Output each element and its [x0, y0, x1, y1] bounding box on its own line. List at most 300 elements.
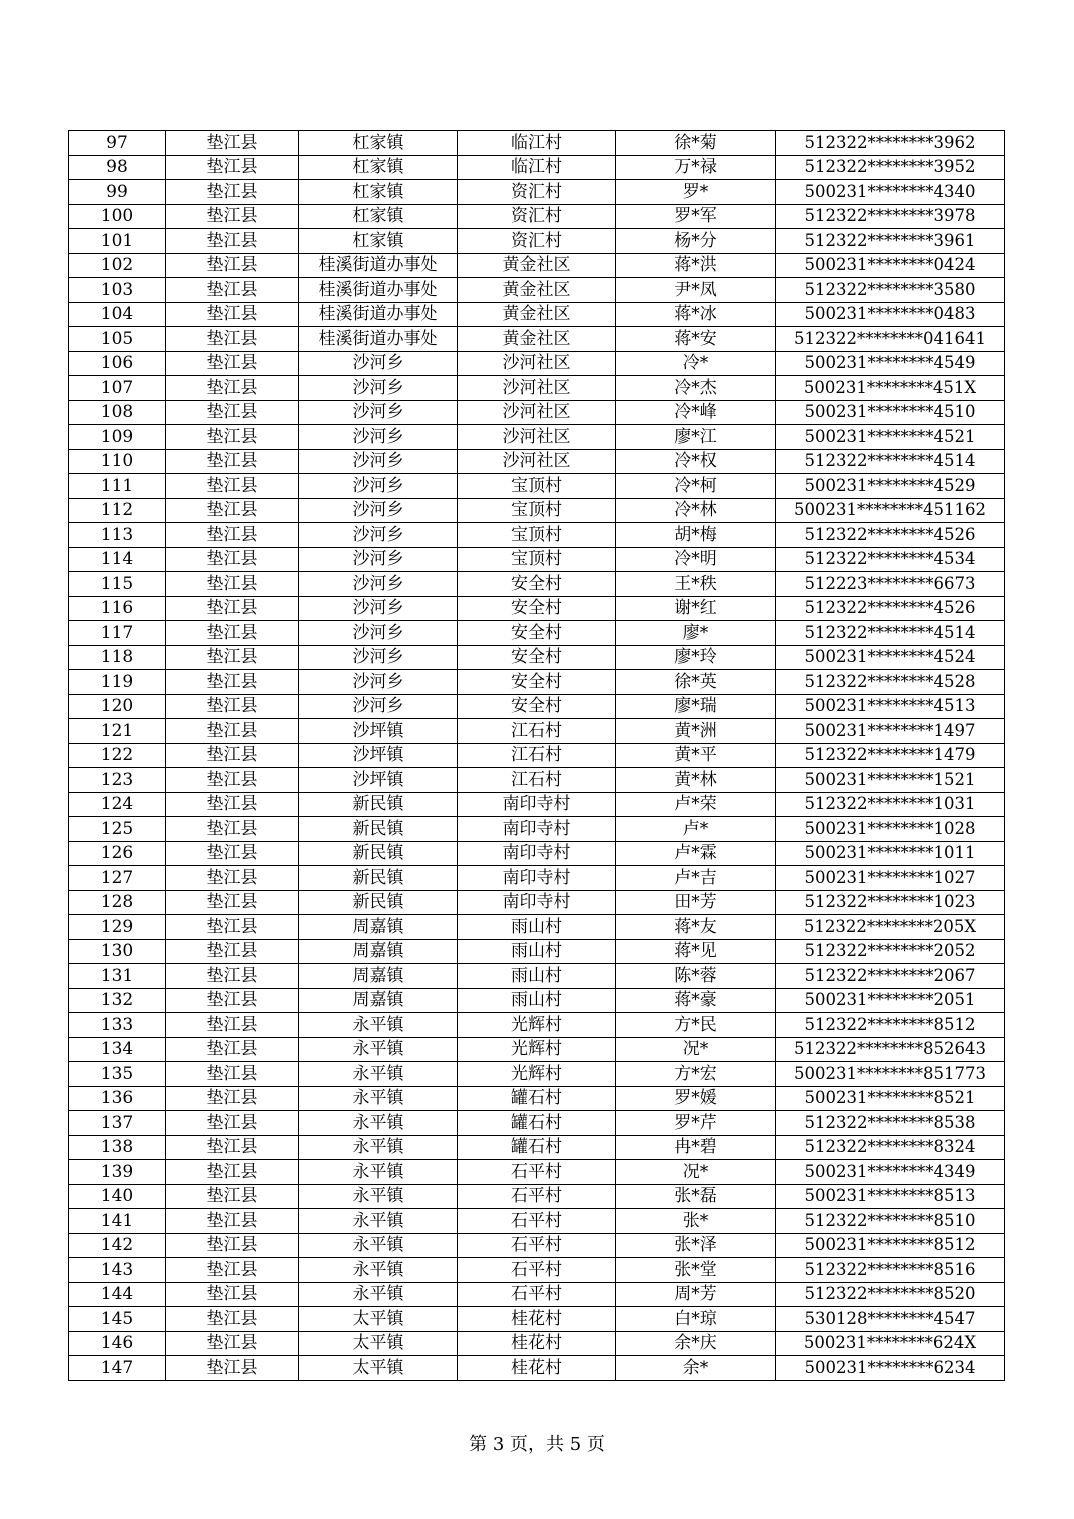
village-cell: 资汇村: [458, 229, 616, 254]
table-row: [69, 817, 1005, 842]
id-number-cell: 512322********4528: [776, 670, 1005, 695]
row-number-cell: 127: [69, 866, 166, 891]
table-row: [69, 645, 1005, 670]
table-row: [69, 915, 1005, 940]
id-number-cell: 512322********4526: [776, 523, 1005, 548]
village-cell: 南印寺村: [458, 792, 616, 817]
village-cell: 石平村: [458, 1160, 616, 1185]
village-cell: 雨山村: [458, 939, 616, 964]
id-number-cell: 512322********3580: [776, 278, 1005, 303]
row-number-cell: 98: [69, 155, 166, 180]
county-cell: 垫江县: [166, 180, 299, 205]
town-cell: 永平镇: [299, 1209, 458, 1234]
county-cell: 垫江县: [166, 229, 299, 254]
village-cell: 临江村: [458, 131, 616, 156]
row-number-cell: 131: [69, 964, 166, 989]
row-number-cell: 121: [69, 719, 166, 744]
town-cell: 桂溪街道办事处: [299, 253, 458, 278]
id-number-cell: 512322********3952: [776, 155, 1005, 180]
table-row: [69, 1160, 1005, 1185]
county-cell: 垫江县: [166, 988, 299, 1013]
village-cell: 雨山村: [458, 915, 616, 940]
county-cell: 垫江县: [166, 645, 299, 670]
name-cell: 王*秩: [616, 572, 776, 597]
name-cell: 冷*峰: [616, 400, 776, 425]
village-cell: 沙河社区: [458, 376, 616, 401]
town-cell: 沙河乡: [299, 596, 458, 621]
name-cell: 蒋*见: [616, 939, 776, 964]
table-row: [69, 1209, 1005, 1234]
village-cell: 安全村: [458, 670, 616, 695]
county-cell: 垫江县: [166, 939, 299, 964]
name-cell: 方*宏: [616, 1062, 776, 1087]
row-number-cell: 115: [69, 572, 166, 597]
id-number-cell: 500231********451162: [776, 498, 1005, 523]
name-cell: 况*: [616, 1160, 776, 1185]
village-cell: 安全村: [458, 572, 616, 597]
county-cell: 垫江县: [166, 1086, 299, 1111]
id-number-cell: 500231********451X: [776, 376, 1005, 401]
village-cell: 石平村: [458, 1184, 616, 1209]
county-cell: 垫江县: [166, 155, 299, 180]
table-row: [69, 890, 1005, 915]
name-cell: 蒋*友: [616, 915, 776, 940]
row-number-cell: 110: [69, 449, 166, 474]
county-cell: 垫江县: [166, 351, 299, 376]
village-cell: 南印寺村: [458, 890, 616, 915]
table-row: [69, 694, 1005, 719]
table-row: [69, 327, 1005, 352]
row-number-cell: 130: [69, 939, 166, 964]
id-number-cell: 500231********851773: [776, 1062, 1005, 1087]
row-number-cell: 126: [69, 841, 166, 866]
id-number-cell: 500231********1521: [776, 768, 1005, 793]
id-number-cell: 500231********1027: [776, 866, 1005, 891]
county-cell: 垫江县: [166, 719, 299, 744]
id-number-cell: 500231********1497: [776, 719, 1005, 744]
id-number-cell: 512322********8516: [776, 1258, 1005, 1283]
id-number-cell: 512322********852643: [776, 1037, 1005, 1062]
town-cell: 新民镇: [299, 841, 458, 866]
town-cell: 新民镇: [299, 817, 458, 842]
town-cell: 永平镇: [299, 1013, 458, 1038]
table-row: [69, 1331, 1005, 1356]
county-cell: 垫江县: [166, 1184, 299, 1209]
town-cell: 沙河乡: [299, 449, 458, 474]
name-cell: 冷*权: [616, 449, 776, 474]
id-number-cell: 512322********4514: [776, 449, 1005, 474]
name-cell: 罗*军: [616, 204, 776, 229]
name-cell: 卢*霖: [616, 841, 776, 866]
table-row: [69, 204, 1005, 229]
row-number-cell: 117: [69, 621, 166, 646]
id-number-cell: 500231********4521: [776, 425, 1005, 450]
name-cell: 胡*梅: [616, 523, 776, 548]
id-number-cell: 530128********4547: [776, 1307, 1005, 1332]
name-cell: 廖*瑞: [616, 694, 776, 719]
table-row: [69, 596, 1005, 621]
row-number-cell: 97: [69, 131, 166, 156]
village-cell: 黄金社区: [458, 302, 616, 327]
name-cell: 罗*媛: [616, 1086, 776, 1111]
id-number-cell: 512322********1023: [776, 890, 1005, 915]
page-footer: 第 3 页，共 5 页: [469, 1434, 605, 1455]
table-row: [69, 155, 1005, 180]
row-number-cell: 116: [69, 596, 166, 621]
name-cell: 况*: [616, 1037, 776, 1062]
village-cell: 石平村: [458, 1209, 616, 1234]
table-row: [69, 278, 1005, 303]
table-row: [69, 400, 1005, 425]
name-cell: 黄*平: [616, 743, 776, 768]
id-number-cell: 512322********8512: [776, 1013, 1005, 1038]
town-cell: 周嘉镇: [299, 939, 458, 964]
village-cell: 资汇村: [458, 204, 616, 229]
row-number-cell: 134: [69, 1037, 166, 1062]
table-row: [69, 131, 1005, 156]
row-number-cell: 120: [69, 694, 166, 719]
name-cell: 余*庆: [616, 1331, 776, 1356]
id-number-cell: 500231********4529: [776, 474, 1005, 499]
county-cell: 垫江县: [166, 278, 299, 303]
name-cell: 张*磊: [616, 1184, 776, 1209]
id-number-cell: 512322********4514: [776, 621, 1005, 646]
town-cell: 桂溪街道办事处: [299, 327, 458, 352]
town-cell: 杠家镇: [299, 229, 458, 254]
id-number-cell: 512322********1479: [776, 743, 1005, 768]
row-number-cell: 132: [69, 988, 166, 1013]
name-cell: 蒋*冰: [616, 302, 776, 327]
id-number-cell: 512322********3962: [776, 131, 1005, 156]
county-cell: 垫江县: [166, 1111, 299, 1136]
county-cell: 垫江县: [166, 1331, 299, 1356]
table-body: [69, 131, 1005, 1381]
name-cell: 卢*荣: [616, 792, 776, 817]
county-cell: 垫江县: [166, 841, 299, 866]
name-cell: 冷*柯: [616, 474, 776, 499]
table-row: [69, 302, 1005, 327]
county-cell: 垫江县: [166, 204, 299, 229]
row-number-cell: 119: [69, 670, 166, 695]
table-row: [69, 988, 1005, 1013]
row-number-cell: 145: [69, 1307, 166, 1332]
county-cell: 垫江县: [166, 1135, 299, 1160]
town-cell: 太平镇: [299, 1307, 458, 1332]
row-number-cell: 108: [69, 400, 166, 425]
village-cell: 南印寺村: [458, 866, 616, 891]
id-number-cell: 512322********4526: [776, 596, 1005, 621]
town-cell: 沙坪镇: [299, 768, 458, 793]
village-cell: 沙河社区: [458, 425, 616, 450]
village-cell: 临江村: [458, 155, 616, 180]
name-cell: 田*芳: [616, 890, 776, 915]
name-cell: 余*: [616, 1356, 776, 1381]
row-number-cell: 100: [69, 204, 166, 229]
row-number-cell: 102: [69, 253, 166, 278]
row-number-cell: 144: [69, 1282, 166, 1307]
name-cell: 张*堂: [616, 1258, 776, 1283]
table-row: [69, 1356, 1005, 1381]
name-cell: 陈*蓉: [616, 964, 776, 989]
table-row: [69, 866, 1005, 891]
id-number-cell: 512322********205X: [776, 915, 1005, 940]
village-cell: 沙河社区: [458, 449, 616, 474]
table-row: [69, 449, 1005, 474]
id-number-cell: 500231********1011: [776, 841, 1005, 866]
county-cell: 垫江县: [166, 474, 299, 499]
table-row: [69, 351, 1005, 376]
village-cell: 黄金社区: [458, 278, 616, 303]
table-row: [69, 670, 1005, 695]
id-number-cell: 512322********2067: [776, 964, 1005, 989]
county-cell: 垫江县: [166, 1233, 299, 1258]
id-number-cell: 500231********0424: [776, 253, 1005, 278]
row-number-cell: 138: [69, 1135, 166, 1160]
table-row: [69, 425, 1005, 450]
village-cell: 石平村: [458, 1233, 616, 1258]
row-number-cell: 147: [69, 1356, 166, 1381]
village-cell: 桂花村: [458, 1331, 616, 1356]
row-number-cell: 129: [69, 915, 166, 940]
table-row: [69, 621, 1005, 646]
county-cell: 垫江县: [166, 768, 299, 793]
county-cell: 垫江县: [166, 621, 299, 646]
county-cell: 垫江县: [166, 915, 299, 940]
table-row: [69, 1258, 1005, 1283]
town-cell: 沙河乡: [299, 572, 458, 597]
name-cell: 罗*芹: [616, 1111, 776, 1136]
id-number-cell: 500231********624X: [776, 1331, 1005, 1356]
table-row: [69, 743, 1005, 768]
town-cell: 永平镇: [299, 1111, 458, 1136]
table-row: [69, 792, 1005, 817]
county-cell: 垫江县: [166, 792, 299, 817]
name-cell: 罗*: [616, 180, 776, 205]
table-row: [69, 1086, 1005, 1111]
village-cell: 黄金社区: [458, 327, 616, 352]
county-cell: 垫江县: [166, 1013, 299, 1038]
county-cell: 垫江县: [166, 253, 299, 278]
village-cell: 罐石村: [458, 1135, 616, 1160]
name-cell: 卢*吉: [616, 866, 776, 891]
name-cell: 廖*玲: [616, 645, 776, 670]
town-cell: 新民镇: [299, 890, 458, 915]
data-table: [68, 130, 1005, 1381]
town-cell: 永平镇: [299, 1086, 458, 1111]
county-cell: 垫江县: [166, 302, 299, 327]
table-row: [69, 1307, 1005, 1332]
row-number-cell: 124: [69, 792, 166, 817]
county-cell: 垫江县: [166, 547, 299, 572]
county-cell: 垫江县: [166, 1356, 299, 1381]
town-cell: 太平镇: [299, 1356, 458, 1381]
village-cell: 安全村: [458, 694, 616, 719]
county-cell: 垫江县: [166, 817, 299, 842]
row-number-cell: 107: [69, 376, 166, 401]
id-number-cell: 512322********2052: [776, 939, 1005, 964]
id-number-cell: 500231********0483: [776, 302, 1005, 327]
town-cell: 沙坪镇: [299, 743, 458, 768]
town-cell: 沙河乡: [299, 523, 458, 548]
county-cell: 垫江县: [166, 964, 299, 989]
id-number-cell: 500231********4549: [776, 351, 1005, 376]
id-number-cell: 500231********4340: [776, 180, 1005, 205]
row-number-cell: 136: [69, 1086, 166, 1111]
village-cell: 石平村: [458, 1282, 616, 1307]
row-number-cell: 123: [69, 768, 166, 793]
village-cell: 宝顶村: [458, 498, 616, 523]
row-number-cell: 139: [69, 1160, 166, 1185]
county-cell: 垫江县: [166, 1258, 299, 1283]
row-number-cell: 118: [69, 645, 166, 670]
row-number-cell: 146: [69, 1331, 166, 1356]
town-cell: 沙河乡: [299, 400, 458, 425]
name-cell: 杨*分: [616, 229, 776, 254]
town-cell: 沙河乡: [299, 425, 458, 450]
row-number-cell: 104: [69, 302, 166, 327]
town-cell: 沙河乡: [299, 645, 458, 670]
town-cell: 杠家镇: [299, 180, 458, 205]
town-cell: 太平镇: [299, 1331, 458, 1356]
id-number-cell: 512322********8510: [776, 1209, 1005, 1234]
village-cell: 雨山村: [458, 964, 616, 989]
name-cell: 廖*江: [616, 425, 776, 450]
name-cell: 冉*碧: [616, 1135, 776, 1160]
row-number-cell: 112: [69, 498, 166, 523]
county-cell: 垫江县: [166, 572, 299, 597]
town-cell: 新民镇: [299, 792, 458, 817]
village-cell: 资汇村: [458, 180, 616, 205]
county-cell: 垫江县: [166, 1209, 299, 1234]
id-number-cell: 512322********3961: [776, 229, 1005, 254]
id-number-cell: 500231********8513: [776, 1184, 1005, 1209]
id-number-cell: 500231********1028: [776, 817, 1005, 842]
id-number-cell: 500231********4513: [776, 694, 1005, 719]
county-cell: 垫江县: [166, 498, 299, 523]
name-cell: 冷*杰: [616, 376, 776, 401]
id-number-cell: 512322********8520: [776, 1282, 1005, 1307]
id-number-cell: 500231********8521: [776, 1086, 1005, 1111]
table-row: [69, 768, 1005, 793]
village-cell: 江石村: [458, 719, 616, 744]
row-number-cell: 128: [69, 890, 166, 915]
id-number-cell: 500231********8512: [776, 1233, 1005, 1258]
table-row: [69, 180, 1005, 205]
table-row: [69, 572, 1005, 597]
village-cell: 沙河社区: [458, 400, 616, 425]
county-cell: 垫江县: [166, 743, 299, 768]
table-row: [69, 939, 1005, 964]
town-cell: 沙河乡: [299, 498, 458, 523]
id-number-cell: 512322********8324: [776, 1135, 1005, 1160]
table-row: [69, 376, 1005, 401]
village-cell: 安全村: [458, 645, 616, 670]
town-cell: 沙河乡: [299, 376, 458, 401]
village-cell: 罐石村: [458, 1111, 616, 1136]
table-row: [69, 1135, 1005, 1160]
name-cell: 冷*: [616, 351, 776, 376]
row-number-cell: 114: [69, 547, 166, 572]
county-cell: 垫江县: [166, 890, 299, 915]
table-row: [69, 1037, 1005, 1062]
name-cell: 尹*凤: [616, 278, 776, 303]
village-cell: 宝顶村: [458, 474, 616, 499]
table-row: [69, 547, 1005, 572]
town-cell: 永平镇: [299, 1135, 458, 1160]
village-cell: 江石村: [458, 743, 616, 768]
county-cell: 垫江县: [166, 523, 299, 548]
village-cell: 黄金社区: [458, 253, 616, 278]
table-row: [69, 1233, 1005, 1258]
village-cell: 南印寺村: [458, 817, 616, 842]
village-cell: 光辉村: [458, 1013, 616, 1038]
county-cell: 垫江县: [166, 670, 299, 695]
county-cell: 垫江县: [166, 1307, 299, 1332]
name-cell: 张*: [616, 1209, 776, 1234]
village-cell: 光辉村: [458, 1062, 616, 1087]
name-cell: 蒋*安: [616, 327, 776, 352]
village-cell: 桂花村: [458, 1356, 616, 1381]
village-cell: 江石村: [458, 768, 616, 793]
town-cell: 桂溪街道办事处: [299, 278, 458, 303]
name-cell: 廖*: [616, 621, 776, 646]
town-cell: 杠家镇: [299, 204, 458, 229]
town-cell: 沙坪镇: [299, 719, 458, 744]
town-cell: 沙河乡: [299, 621, 458, 646]
county-cell: 垫江县: [166, 1037, 299, 1062]
id-number-cell: 512223********6673: [776, 572, 1005, 597]
name-cell: 万*禄: [616, 155, 776, 180]
id-number-cell: 500231********6234: [776, 1356, 1005, 1381]
county-cell: 垫江县: [166, 327, 299, 352]
village-cell: 沙河社区: [458, 351, 616, 376]
village-cell: 宝顶村: [458, 523, 616, 548]
name-cell: 冷*明: [616, 547, 776, 572]
village-cell: 宝顶村: [458, 547, 616, 572]
row-number-cell: 103: [69, 278, 166, 303]
row-number-cell: 105: [69, 327, 166, 352]
town-cell: 周嘉镇: [299, 988, 458, 1013]
row-number-cell: 125: [69, 817, 166, 842]
town-cell: 周嘉镇: [299, 915, 458, 940]
county-cell: 垫江县: [166, 1062, 299, 1087]
town-cell: 沙河乡: [299, 474, 458, 499]
town-cell: 永平镇: [299, 1184, 458, 1209]
village-cell: 南印寺村: [458, 841, 616, 866]
table-row: [69, 964, 1005, 989]
county-cell: 垫江县: [166, 425, 299, 450]
name-cell: 蒋*豪: [616, 988, 776, 1013]
village-cell: 安全村: [458, 621, 616, 646]
county-cell: 垫江县: [166, 1160, 299, 1185]
town-cell: 永平镇: [299, 1282, 458, 1307]
table-row: [69, 1184, 1005, 1209]
table-row: [69, 1111, 1005, 1136]
row-number-cell: 137: [69, 1111, 166, 1136]
name-cell: 徐*英: [616, 670, 776, 695]
town-cell: 沙河乡: [299, 694, 458, 719]
id-number-cell: 512322********4534: [776, 547, 1005, 572]
id-number-cell: 500231********4510: [776, 400, 1005, 425]
name-cell: 张*泽: [616, 1233, 776, 1258]
row-number-cell: 142: [69, 1233, 166, 1258]
row-number-cell: 143: [69, 1258, 166, 1283]
table-row: [69, 1013, 1005, 1038]
row-number-cell: 99: [69, 180, 166, 205]
row-number-cell: 141: [69, 1209, 166, 1234]
name-cell: 卢*: [616, 817, 776, 842]
row-number-cell: 135: [69, 1062, 166, 1087]
